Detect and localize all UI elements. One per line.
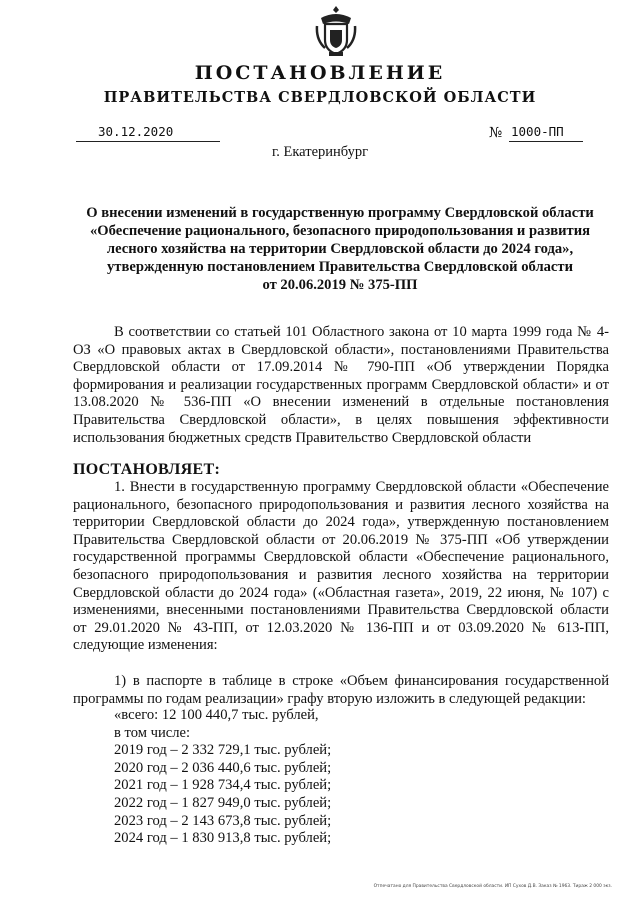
subject-line: утвержденную постановлением Правительства Свердловской области xyxy=(107,259,573,275)
item-1-paragraph: 1. Внести в государственную программу Свердловской области «Обеспечение рационального, безопасного природопользования и развития лесного хозяйства на территории Свердловской области до 2024 года», утвержденную постановлением Правительства Свердловской области от 20.06.2019 № 375-ПП «Об утверждении государственной программы Свердловской области «Обеспечение рационального, безопасного природопользования и развития лесного хозяйства на территории Свердловской области до 2024 года» («Областная газета», 2019, 22 июня, № 107) с изменениями, внесенными постановлениями Правительства Свердловской области от 29.01.2020 № 43-ПП, от 12.03.2020 № 136-ПП и от 03.09.2020 № 613-ПП, следующие изменения: xyxy=(73,479,609,654)
funding-line: 2021 год – 1 928 734,4 тыс. рублей; xyxy=(114,777,332,794)
city-line: г. Екатеринбург xyxy=(271,144,369,160)
item-1-1-paragraph: 1) в паспорте в таблице в строке «Объем финансирования государственной программы по годам реализации» графу вторую изложить в следующей редакции: xyxy=(73,673,609,707)
date-field: 30.12.2020 xyxy=(76,124,220,142)
funding-line: 2024 год – 1 830 913,8 тыс. рублей; xyxy=(114,830,332,847)
coat-of-arms-icon xyxy=(315,4,357,58)
document-type-title: ПОСТАНОВЛЕНИЕ xyxy=(194,62,446,84)
number-field: 1000-ПП xyxy=(509,124,583,142)
subject-line: от 20.06.2019 № 375-ПП xyxy=(262,277,418,293)
funding-line: в том числе: xyxy=(114,724,191,741)
issuer-title: ПРАВИТЕЛЬСТВА СВЕРДЛОВСКОЙ ОБЛАСТИ xyxy=(103,89,537,106)
funding-line: 2023 год – 2 143 673,8 тыс. рублей; xyxy=(114,812,332,829)
number-label: № xyxy=(489,125,503,141)
funding-line: 2020 год – 2 036 440,6 тыс. рублей; xyxy=(114,759,332,776)
funding-line: «всего: 12 100 440,7 тыс. рублей, xyxy=(114,707,319,723)
preamble-paragraph: В соответствии со статьей 101 Областного закона от 10 марта 1999 года № 4-ОЗ «О правовых актах в Свердловской области», постановлениями Правительства Свердловской области от 17.09.2014 № 790-ПП «Об утверждении Порядка формирования и реализации государственных программ Свердловской области» и от 13.08.2020 № 536-ПП «О внесении изменений в отдельные постановления Правительства Свердловской области», в целях повышения эффективности использования бюджетных средств Правительство Свердловской области xyxy=(73,324,609,446)
subject-line: О внесении изменений в государственную программу Свердловской области xyxy=(86,205,594,221)
resolves-heading: ПОСТАНОВЛЯЕТ: xyxy=(73,461,221,478)
funding-line: 2019 год – 2 332 729,1 тыс. рублей; xyxy=(114,742,332,759)
printer-imprint: Отпечатано для Правительства Свердловской области. ИП Сухов Д.В. Заказ № 1963. Тираж 2 000 экз. xyxy=(373,884,612,889)
funding-line: 2022 год – 1 827 949,0 тыс. рублей; xyxy=(114,794,332,811)
subject-line: «Обеспечение рационального, безопасного природопользования и развития xyxy=(89,223,590,239)
subject-line: лесного хозяйства на территории Свердловской области до 2024 года», xyxy=(106,241,574,257)
subject-heading xyxy=(70,204,610,294)
funding-list xyxy=(114,707,331,848)
